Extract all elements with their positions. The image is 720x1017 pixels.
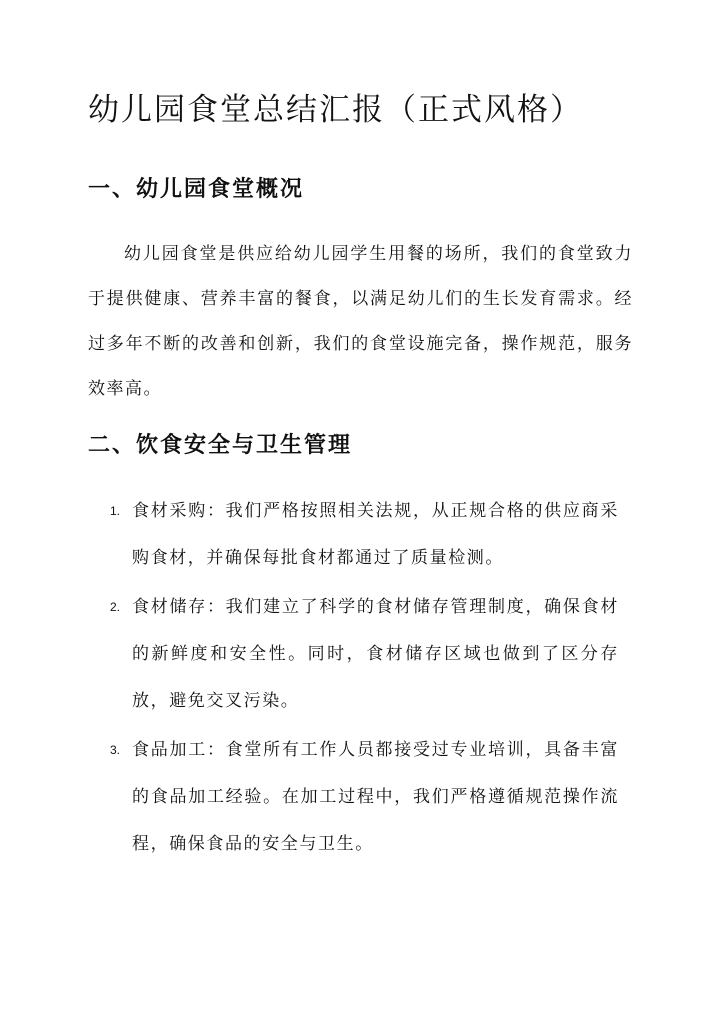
- section-heading-food-safety: 二、饮食安全与卫生管理: [88, 433, 353, 458]
- document-title: 幼儿园食堂总结汇报（正式风格）: [88, 92, 583, 128]
- section-heading-overview: 一、幼儿园食堂概况: [88, 177, 305, 202]
- list-item-text: 食材采购：我们严格按照相关法规，从正规合格的供应商采购食材，并确保每批食材都通过了质量检测。: [132, 501, 619, 568]
- list-item-text: 食品加工：食堂所有工作人员都接受过专业培训，具备丰富的食品加工经验。在加工过程中，我们严格遵循规范操作流程，确保食品的安全与卫生。: [132, 740, 619, 854]
- list-item-number: 1.: [110, 504, 121, 518]
- list-item-number: 2.: [110, 600, 121, 614]
- section-overview-paragraph: 幼儿园食堂是供应给幼儿园学生用餐的场所，我们的食堂致力于提供健康、营养丰富的餐食，以满足幼儿们的生长发育需求。经过多年不断的改善和创新，我们的食堂设施完备，操作规范，服务效率高。: [88, 244, 633, 399]
- list-item-text: 食材储存：我们建立了科学的食材储存管理制度，确保食材的新鲜度和安全性。同时，食材储存区域也做到了区分存放，避免交叉污染。: [132, 597, 619, 711]
- list-item-number: 3.: [110, 743, 121, 757]
